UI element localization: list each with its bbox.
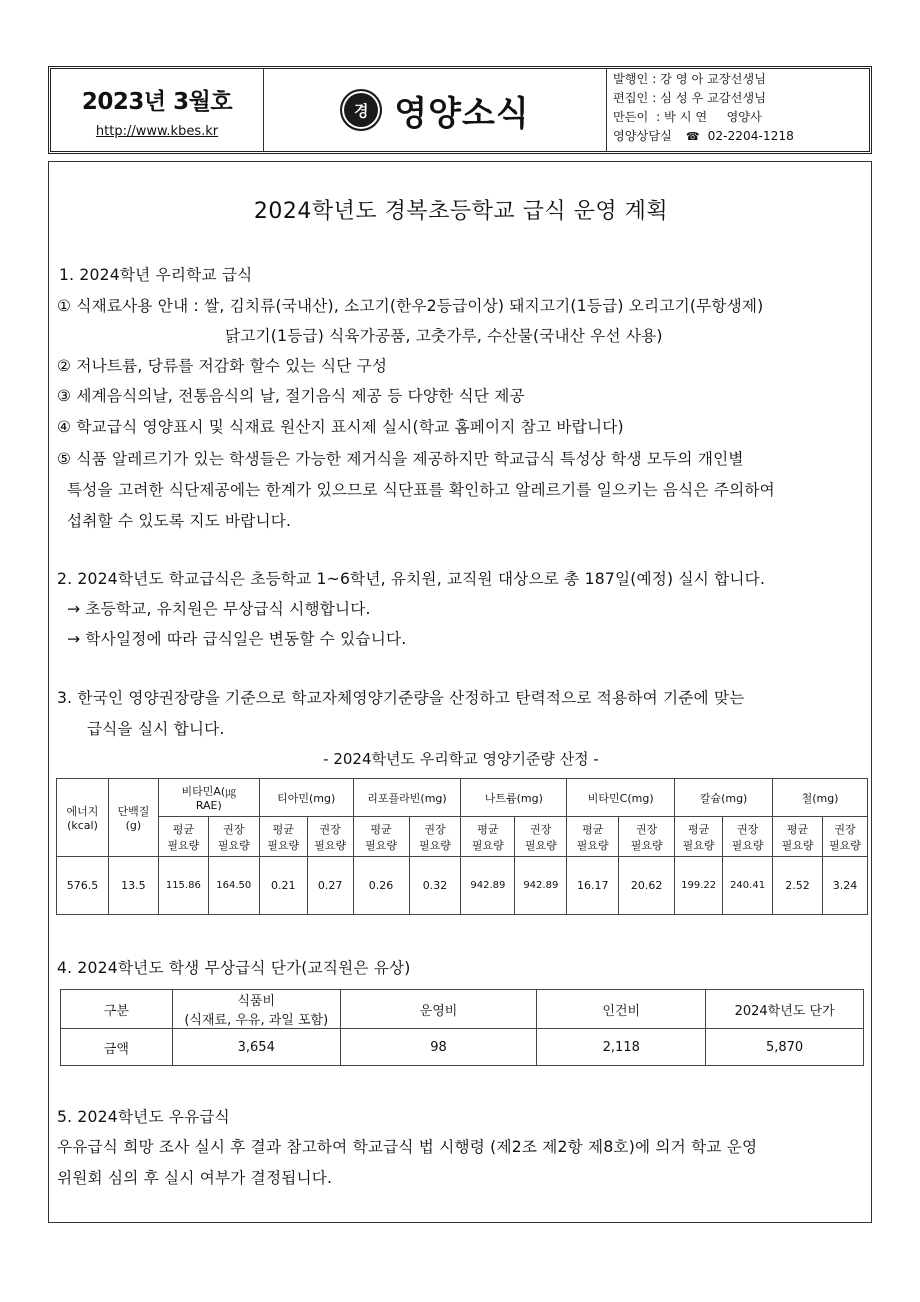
avg-header: 평균 필요량 (567, 817, 619, 857)
iron-rec-value: 3.24 (822, 857, 867, 915)
calcium-header: 칼슘(mg) (675, 779, 773, 817)
editor-line: 편집인 : 심 성 우 교감선생님 (613, 91, 766, 105)
avg-header: 평균 필요량 (461, 817, 515, 857)
nutrition-table-title: - 2024학년도 우리학교 영양기준량 산정 - (323, 750, 599, 768)
cost-operation-value: 98 (340, 1029, 537, 1066)
cost-header-unit-price: 2024학년도 단가 (706, 990, 864, 1029)
section1-item2: ② 저나트륨, 당류를 저감화 할수 있는 식단 구성 (57, 357, 388, 375)
calcium-rec-value: 240.41 (723, 857, 773, 915)
section2-line3: → 학사일정에 따라 급식일은 변동할 수 있습니다. (67, 630, 407, 648)
publisher-line: 발행인 : 강 영 아 교장선생님 (613, 72, 766, 86)
section2-line1: 2. 2024학년도 학교급식은 초등학교 1~6학년, 유치원, 교직원 대상으로 총 187일(예정) 실시 합니다. (57, 570, 766, 588)
section1-item5-cont1: 특성을 고려한 식단제공에는 한계가 있으므로 식단표를 확인하고 알레르기를 일으키는 음식은 주의하여 (67, 481, 775, 499)
riboflavin-rec-value: 0.32 (409, 857, 461, 915)
cost-labor-value: 2,118 (537, 1029, 706, 1066)
avg-header: 평균 필요량 (259, 817, 307, 857)
vitamin-c-rec-value: 20.62 (619, 857, 675, 915)
avg-header: 평균 필요량 (158, 817, 208, 857)
avg-header: 평균 필요량 (773, 817, 823, 857)
consult-label: 영양상담실 (613, 129, 672, 143)
section1-item5-cont2: 섭취할 수 있도록 지도 바랍니다. (67, 512, 292, 530)
protein-value: 13.5 (108, 857, 158, 915)
section2-line2: → 초등학교, 유치원은 무상급식 시행합니다. (67, 600, 371, 618)
consult-phone: 02-2204-1218 (707, 129, 794, 143)
thiamine-rec-value: 0.27 (307, 857, 353, 915)
vitamin-a-rec-value: 164.50 (208, 857, 259, 915)
vitamin-c-avg-value: 16.17 (567, 857, 619, 915)
newsletter-title: 영양소식 (394, 93, 530, 134)
cost-header-operation: 운영비 (340, 990, 537, 1029)
thiamine-header: 티아민(mg) (259, 779, 353, 817)
table-row (57, 779, 868, 817)
cost-header-category: 구분 (61, 990, 173, 1029)
rec-header: 권장 필요량 (208, 817, 259, 857)
avg-header: 평균 필요량 (675, 817, 723, 857)
section1-item1: ① 식재료사용 안내 : 쌀, 김치류(국내산), 소고기(한우2등급이상) 돼지고기(1등급) 오리고기(무항생제) (57, 297, 764, 315)
section1-item4: ④ 학교급식 영양표시 및 식재료 원산지 표시제 실시(학교 홈페이지 참고 바랍니다) (57, 418, 624, 436)
telephone-icon: ☎ (685, 130, 700, 143)
riboflavin-avg-value: 0.26 (353, 857, 409, 915)
riboflavin-header: 리포플라빈(mg) (353, 779, 461, 817)
vitamin-a-avg-value: 115.86 (158, 857, 208, 915)
sodium-rec-value: 942.89 (515, 857, 567, 915)
energy-value: 576.5 (57, 857, 109, 915)
document-body (48, 161, 872, 1223)
cost-header-food: 식품비 (식재료, 우유, 과일 포함) (172, 990, 340, 1029)
section3-line1: 3. 한국인 영양권장량을 기준으로 학교자체영양기준량을 산정하고 탄력적으로 적용하여 기준에 맞는 (57, 689, 745, 707)
cost-unit-price-value: 5,870 (706, 1029, 864, 1066)
sodium-avg-value: 942.89 (461, 857, 515, 915)
section3-line2: 급식을 실시 합니다. (87, 720, 225, 738)
school-url-link[interactable]: http://www.kbes.kr (95, 124, 219, 139)
section5-line2: 위원회 심의 후 실시 여부가 결정됩니다. (57, 1169, 333, 1187)
issue-label: 2023년 3월호 (81, 89, 233, 115)
publisher-info (607, 69, 869, 151)
section5-line1: 우유급식 희망 조사 실시 후 결과 참고하여 학교급식 법 시행령 (제2조 제2항 제8호)에 의거 학교 운영 (57, 1138, 758, 1156)
document-title: 2024학년도 경복초등학교 급식 운영 계획 (253, 199, 669, 224)
rec-header: 권장 필요량 (723, 817, 773, 857)
section1-item5: ⑤ 식품 알레르기가 있는 학생들은 가능한 제거식을 제공하지만 학교급식 특성상 학생 모두의 개인별 (57, 450, 744, 468)
energy-header: 에너지 (kcal) (57, 779, 109, 857)
newsletter-header (48, 66, 872, 154)
vitamin-c-header: 비타민C(mg) (567, 779, 675, 817)
rec-header: 권장 필요량 (409, 817, 461, 857)
thiamine-avg-value: 0.21 (259, 857, 307, 915)
sodium-header: 나트륨(mg) (461, 779, 567, 817)
rec-header: 권장 필요량 (307, 817, 353, 857)
section1-item3: ③ 세계음식의날, 전통음식의 날, 절기음식 제공 등 다양한 식단 제공 (57, 387, 525, 405)
calcium-avg-value: 199.22 (675, 857, 723, 915)
section5-heading: 5. 2024학년도 우유급식 (57, 1108, 230, 1126)
rec-header: 권장 필요량 (822, 817, 867, 857)
nutrition-standard-table (56, 778, 868, 915)
consult-line (613, 127, 869, 146)
section1-item1-cont: 닭고기(1등급) 식육가공품, 고춧가루, 수산물(국내산 우선 사용) (225, 327, 663, 345)
table-row (61, 1029, 864, 1066)
cost-row-label: 금액 (61, 1029, 173, 1066)
rec-header: 권장 필요량 (619, 817, 675, 857)
protein-header: 단백질 (g) (108, 779, 158, 857)
rec-header: 권장 필요량 (515, 817, 567, 857)
iron-header: 철(mg) (773, 779, 868, 817)
cost-food-value: 3,654 (172, 1029, 340, 1066)
table-row (57, 817, 868, 857)
vitamin-a-header: 비타민A(㎍ RAE) (158, 779, 259, 817)
issue-box (51, 69, 264, 151)
maker-line: 만든이 : 박 시 연 영양사 (613, 110, 762, 124)
school-logo-icon: 경 (340, 89, 382, 131)
iron-avg-value: 2.52 (773, 857, 823, 915)
table-row (61, 990, 864, 1029)
cost-header-labor: 인건비 (537, 990, 706, 1029)
newsletter-title-box (264, 69, 607, 151)
avg-header: 평균 필요량 (353, 817, 409, 857)
meal-cost-table (60, 989, 864, 1066)
section1-heading: 1. 2024학년 우리학교 급식 (59, 266, 253, 284)
table-row (57, 857, 868, 915)
section4-heading: 4. 2024학년도 학생 무상급식 단가(교직원은 유상) (57, 959, 411, 977)
